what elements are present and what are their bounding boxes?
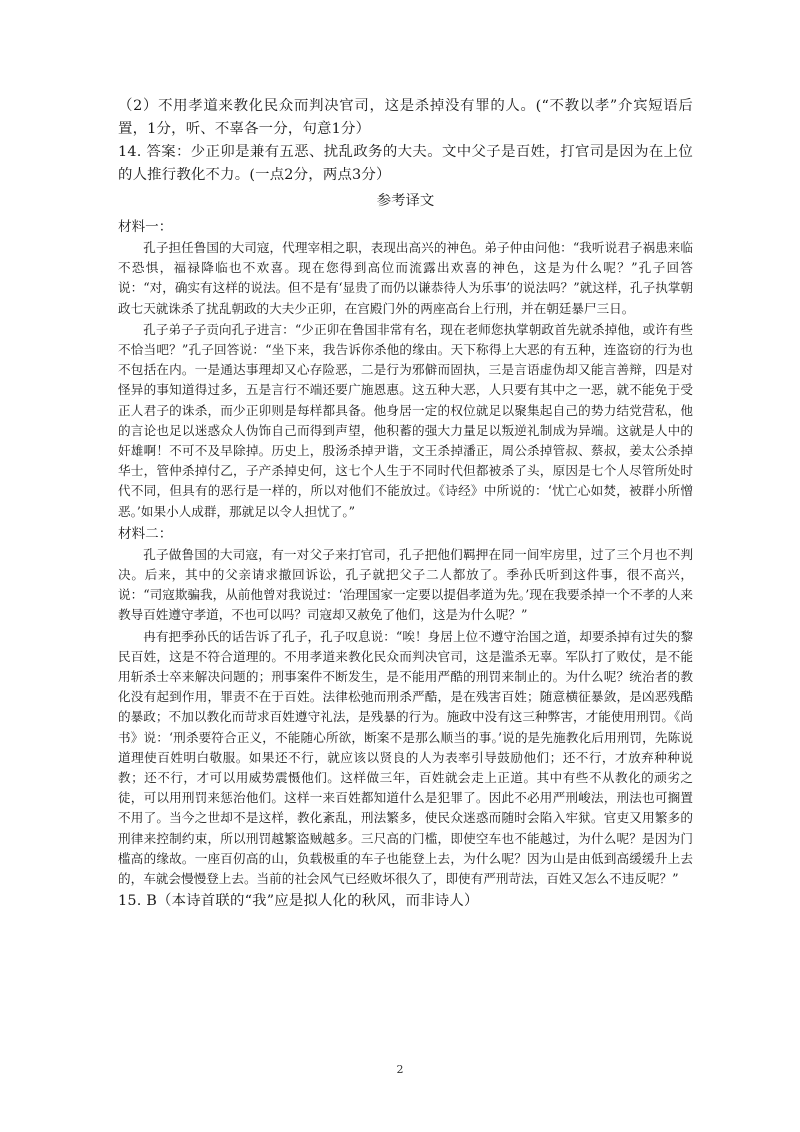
translation-title: 参考译文 (376, 193, 435, 209)
page-number: 2 (396, 1063, 404, 1076)
material-1-paragraph-1: 孔子担任鲁国的大司寇，代理宰相之职，表现出高兴的神色。弟子仲由问他：“我听说君子祸患来临不恐惧，福禄降临也不欢喜。现在您得到高位而流露出欢喜的神色，这是为什么呢？”孔子回答说：“对，确实有这样的说法。但不是有‘显贵了而仍以谦恭待人为乐事’的说法吗？”就这样，孔子执掌朝政七天就诛杀了扰乱朝政的大夫少正卯，在宫殿门外的两座高台上行刑，并在朝廷暴尸三日。 (118, 240, 694, 316)
page-content (118, 95, 693, 913)
material-1-heading: 材料一： (118, 219, 173, 235)
material-2-paragraph-1: 孔子做鲁国的大司寇，有一对父子来打官司，孔子把他们羁押在同一间牢房里，过了三个月也不判决。后来，其中的父亲请求撤回诉讼，孔子就把父子二人都放了。季孙氏听到这件事，很不高兴，说：“司寇欺骗我，从前他曾对我说过：‘治理国家一定要以提倡孝道为先。’现在我要杀掉一个不孝的人来教导百姓遵守孝道，不也可以吗？司寇却又赦免了他们，这是为什么呢？” (118, 546, 693, 623)
material-1-paragraph-2: 孔子弟子子贡向孔子进言：“少正卯在鲁国非常有名，现在老师您执掌朝政首先就杀掉他，或许有些不恰当吧？”孔子回答说：“坐下来，我告诉你杀他的缘由。天下称得上大恶的有五种，连盗窃的行为也不包括在内。一是通达事理却又心存险恶，二是行为邪僻而固执，三是言语虚伪却又能言善辩，四是对怪异的事知道得过多，五是言行不端还要广施恩惠。这五种大恶，人只要有其中之一恶，就不能免于受正人君子的诛杀，而少正卯则是每样都具备。他身居一定的权位就足以聚集起自己的势力结党营私，他的言论也足以迷惑众人伪饰自己而得到声望，他积蓄的强大力量足以叛逆礼制成为异端。这就是人中的奸雄啊！不可不及早除掉。历史上，殷汤杀掉尹谐，文王杀掉潘正，周公杀掉管叔、蔡叔，姜太公杀掉华士，管仲杀掉付乙，子产杀掉史何，这七个人生于不同时代但都被杀了头，原因是七个人尽管所处时代不同，但具有的恶行是一样的，所以对他们不能放过。《诗经》中所说的：‘忧亡心如焚，被群小所憎恶。’如果小人成群，那就足以令人担忧了。” (118, 321, 693, 519)
material-2-heading: 材料二： (118, 525, 173, 542)
answer-14: 14. 答案：少正卯是兼有五恶、扰乱政务的大夫。文中父子是百姓，打官司是因为在上位的人推行教化不力。(一点2分，两点3分） (118, 144, 693, 183)
material-2-paragraph-2: 冉有把季孙氏的话告诉了孔子，孔子叹息说：“唉！身居上位不遵守治国之道，却要杀掉有过失的黎民百姓，这是不符合道理的。不用孝道来教化民众而判决官司，这是滥杀无辜。军队打了败仗，是不能用斩杀士卒来解决问题的；刑事案件不断发生，是不能用严酷的刑罚来制止的。为什么呢？统治者的教化没有起到作用，罪责不在于百姓。法律松弛而刑杀严酷，是在残害百姓；随意横征暴敛，是凶恶残酷的暴政；不加以教化而苛求百姓遵守礼法，是残暴的行为。施政中没有这三种弊害，才能使用刑罚。《尚书》说：‘刑杀要符合正义，不能随心所欲，断案不是那么顺当的事。’说的是先施教化后用刑罚，先陈说道理使百姓明白敬服。如果还不行，就应该以贤良的人为表率引导鼓励他们；还不行，才放弃种种说教；还不行，才可以用威势震慑他们。这样做三年，百姓就会走上正道。其中有些不从教化的顽劣之徒，可以用刑罚来惩治他们。这样一来百姓都知道什么是犯罪了。因此不必用严刑峻法，刑法也可搁置不用了。当今之世却不是这样，教化紊乱，刑法繁多，使民众迷惑而随时会陷入牢狱。官吏又用繁多的刑律来控制约束，所以刑罚越繁盗贼越多。三尺高的门槛，即使空车也不能越过，为什么呢？是因为门槛高的缘故。一座百仞高的山，负载极重的车子也能登上去，为什么呢？因为山是由低到高缓缓升上去的，车就会慢慢登上去。当前的社会风气已经败坏很久了，即使有严刑苛法，百姓又怎么不违反呢？” (118, 628, 693, 887)
answer-15: 15. B（本诗首联的“我”应是拟人化的秋风，而非诗人） (118, 893, 479, 910)
answer-2: （2）不用孝道来教化民众而判决官司，这是杀掉没有罪的人。(“不教以孝”介宾短语后置，1分，听、不辜各一分，句意1分） (118, 98, 693, 137)
